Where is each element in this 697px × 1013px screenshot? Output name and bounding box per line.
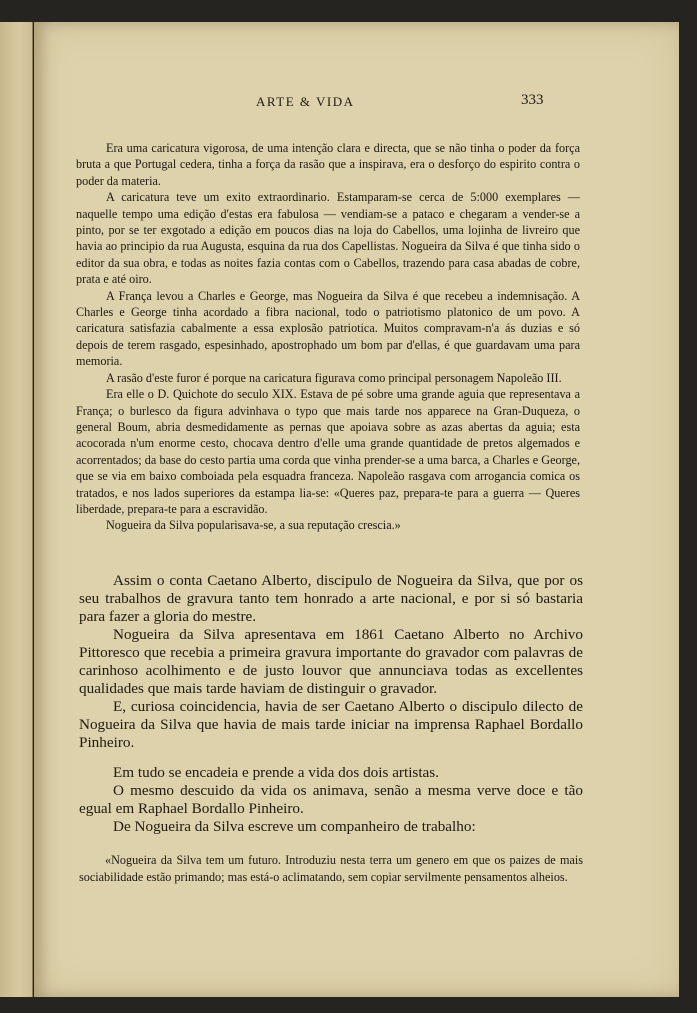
body-paragraph: Em tudo se encadeia e prende a vida dos dois artistas.	[113, 764, 440, 781]
body-paragraph: E, curiosa coincidencia, havia de ser Caetano Alberto o discipulo dilecto de Nogueira da Silva que havia de mais tarde iniciar na imprensa Raphael Bordallo Pinheiro.	[79, 698, 583, 751]
body-paragraph: De Nogueira da Silva escreve um companheiro de trabalho:	[113, 818, 476, 835]
quote-paragraph: Era elle o D. Quichote do seculo XIX. Estava de pé sobre uma grande aguia que representava a França; o burlesco da figura advinhava o typo que mais tarde nos apparece na Gran-Duqueza, o general Boum, abria desmedidamente as pernas que apoiava sobre as azas abertas da aguia; esta acocorada n'um enorme cesto, chocava dentro d'elle uma grande quantidade de pretos algemados e acorrentados; da base do cesto partia uma corda que vinha prender-se a uma barca, a Charles e George, que se via em baixo comboiada pela esquadra franceza. Napoleão rasgava com arrogancia comica os tratados, e nos lados superiores da estampa lia-se: «Queres paz, prepara-te para a guerra — Queres liberdade, prepara-te para a escravidão.	[76, 387, 580, 516]
running-head-title: ARTE & VIDA	[256, 94, 355, 109]
body-paragraph: Assim o conta Caetano Alberto, discipulo de Nogueira da Silva, que por os seu trabalhos de gravura tanto tem honrado a arte nacional, e por si só bastaria para fazer a gloria do mestre.	[79, 572, 583, 625]
closing-quote	[79, 852, 583, 885]
quote-paragraph: Nogueira da Silva popularisava-se, a sua reputação crescia.»	[106, 518, 401, 533]
running-head	[34, 92, 679, 112]
book-page	[34, 22, 679, 997]
body-paragraph: Nogueira da Silva apresentava em 1861 Caetano Alberto no Archivo Pittoresco que recebia a primeira gravura importante do gravador com palavras de carinhoso acolhimento e de justo louvor que annunciava todas as excellentes qualidades que mais tarde haviam de distinguir o gravador.	[79, 626, 583, 697]
quote-paragraph: A França levou a Charles e George, mas Nogueira da Silva é que recebeu a indemnisação. A Charles e George tinha acordado a fibra nacional, todo o patriotismo platonico de um povo. A caricatura satisfazia cabalmente a essa explosão patriotica. Muitos compravam-n'a ás duzias e só depois de terem rasgado, espesinhado, apostrophado um bom par d'ellas, é que guardavam uma para memoria.	[76, 288, 580, 369]
page-number: 333	[521, 92, 544, 108]
quote-paragraph: A rasão d'este furor é porque na caricatura figurava como principal personagem Napoleão III.	[106, 370, 562, 385]
paragraph-gap	[79, 752, 583, 764]
quoted-passage	[76, 140, 580, 534]
main-text	[79, 572, 583, 836]
quote-paragraph: A caricatura teve um exito extraordinario. Estamparam-se cerca de 5:000 exemplares — naquelle tempo uma edição d'estas era fabulosa — vendiam-se a pataco e chegaram a vender-se a pinto, por se ter exgotado a edição em poucos dias na loja do Cabellos, uma lojinha de livreiro que havia ao principio da rua Augusta, esquina da rua dos Capellistas. Nogueira da Silva é que tinha sido o editor da sua obra, e todas as noites fazia contas com o Cabellos, trazendo para casa abadas de cobre, prata e até oiro.	[76, 190, 580, 287]
quote-paragraph: Era uma caricatura vigorosa, de uma intenção clara e directa, que se não tinha o poder da força bruta a que Portugal cedera, tinha a força da rasão que a inspirava, era o desforço do espirito contra o poder da materia.	[76, 141, 580, 188]
facing-page-edge	[0, 22, 33, 997]
closing-quote-text: «Nogueira da Silva tem um futuro. Introduziu nesta terra um genero em que os paizes de mais sociabilidade estão primando; mas está-o aclimatando, sem copiar servilmente pensamentos alheios.	[79, 853, 583, 884]
body-paragraph: O mesmo descuido da vida os animava, senão a mesma verve doce e tão egual em Raphael Bordallo Pinheiro.	[79, 782, 583, 817]
